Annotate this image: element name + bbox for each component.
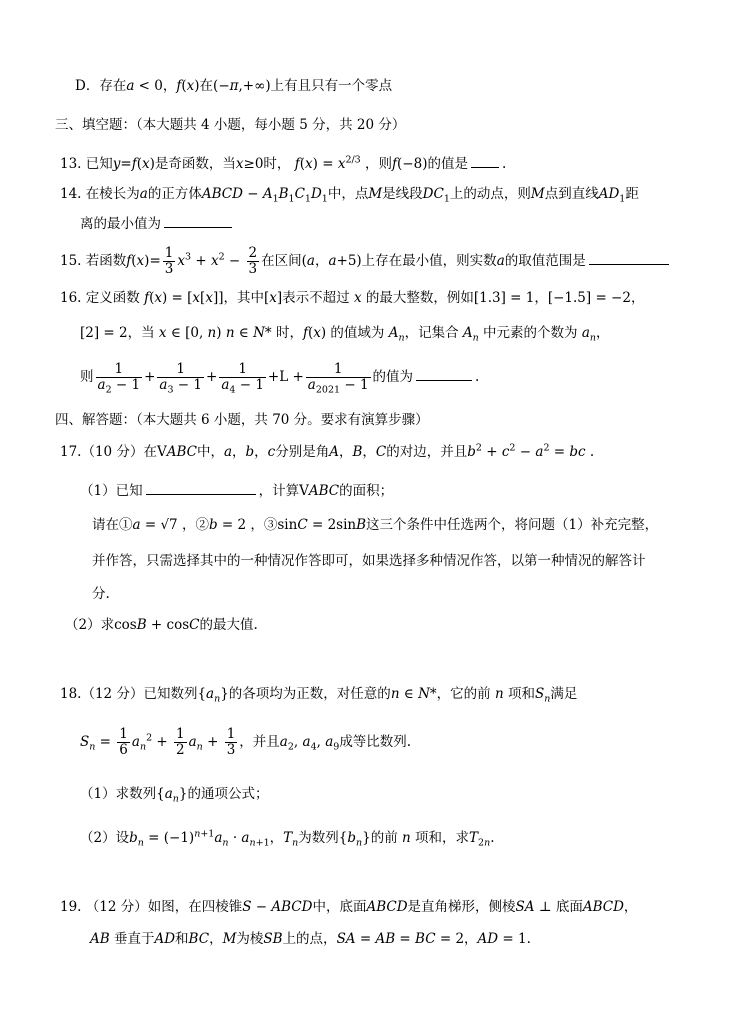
question-14-line1: 14. 在棱长为a的正方体ABCD − $A_1B_1C_1D_1$中，点M是线段$DC_1$上的动点，则M点到直线$AD_1$距	[60, 186, 639, 205]
question-17: 17.（10 分）在VABC中，a，b，c分别是角A，B，C的对边，并且$b^2 + c^2 - a^2$ = bc .	[60, 442, 595, 460]
question-18: 18.（12 分）已知数列$\{a_n\}$的各项均为正数，对任意的n ∈ N*，它的前 n 项和$S_n$满足	[60, 686, 578, 705]
question-16-line2: [2] = 2，当 x ∈ [0, n) n ∈ N* 时，f(x) 的值域为 $A_n$，记集合 $A_n$ 中元素的个数为 $a_n$，	[80, 325, 610, 344]
option-d: D．存在a < 0，f(x)在(−π,+∞)上有且只有一个零点	[75, 78, 393, 94]
section-3-heading: 三、填空题：（本大题共 4 小题，每小题 5 分，共 20 分）	[55, 117, 406, 133]
question-17-part1: （1）已知 ，计算VABC的面积；	[80, 480, 393, 500]
question-13: 13. 已知y=f(x)是奇函数，当x≥0时， $f(x) = x^{2/3}$ ，则f(−8)的值是 .	[60, 154, 507, 172]
section-4-heading: 四、解答题：（本大题共 6 小题，共 70 分。要求有演算步骤）	[55, 412, 429, 428]
question-18-part2: （2）设$b_n = (-1)^{n+1}a_n \cdot a_{n+1}$，$T_n$为数列$\{b_n\}$的前 n 项和，求$T_{2n}$.	[80, 828, 495, 849]
question-19-line1: 19. （12 分）如图，在四棱锥S − ABCD中，底面ABCD是直角梯形，侧棱SA ⊥ 底面ABCD，	[60, 899, 638, 915]
question-18-formula: $S_n$ = $\frac{1}{6}$ $a_n^2$ + $\frac{1}{2}$ $a_n$ + $\frac{1}{3}$ ，并且$a_2$, $a_4$, $a_9$成等比数列.	[80, 726, 412, 758]
question-14-line2: 离的最小值为	[80, 213, 235, 233]
question-16-line3: 则 $\frac{1}{a_2 - 1}$ + $\frac{1}{a_3 - 1}$ + $\frac{1}{a_4 - 1}$ +L + $\frac{1}{a_{2021} - 1}$ 的值为 .	[80, 361, 480, 396]
question-17-part1-instruction-2: 并作答，只需选择其中的一种情况作答即可，如果选择多种情况作答，以第一种情况的解答计	[92, 553, 646, 569]
question-17-part2: （2）求cosB + cosC的最大值.	[65, 617, 258, 633]
question-15: 15. 若函数f(x)= $\frac{1}{3}$ $x^3 + x^2$ − $\frac{2}{3}$ 在区间(a，a+5)上存在最小值，则实数a的取值范围是	[60, 246, 672, 277]
question-17-part1-instruction-1: 请在①a = √7 ，②b = 2 ，③sinC = 2sinB这三个条件中任选两个，将问题（1）补充完整，	[92, 517, 659, 533]
question-16-line1: 16. 定义函数 f(x) = [x[x]]，其中[x]表示不超过 x 的最大整数，例如[1.3] = 1，[−1.5] = −2，	[60, 290, 645, 306]
question-17-part1-instruction-3: 分.	[92, 586, 110, 602]
question-18-part1: （1）求数列$\{a_n\}$的通项公式；	[80, 786, 269, 805]
question-19-line2: AB 垂直于AD和BC，M为棱SB上的点，SA = AB = BC = 2，AD = 1.	[90, 931, 531, 947]
